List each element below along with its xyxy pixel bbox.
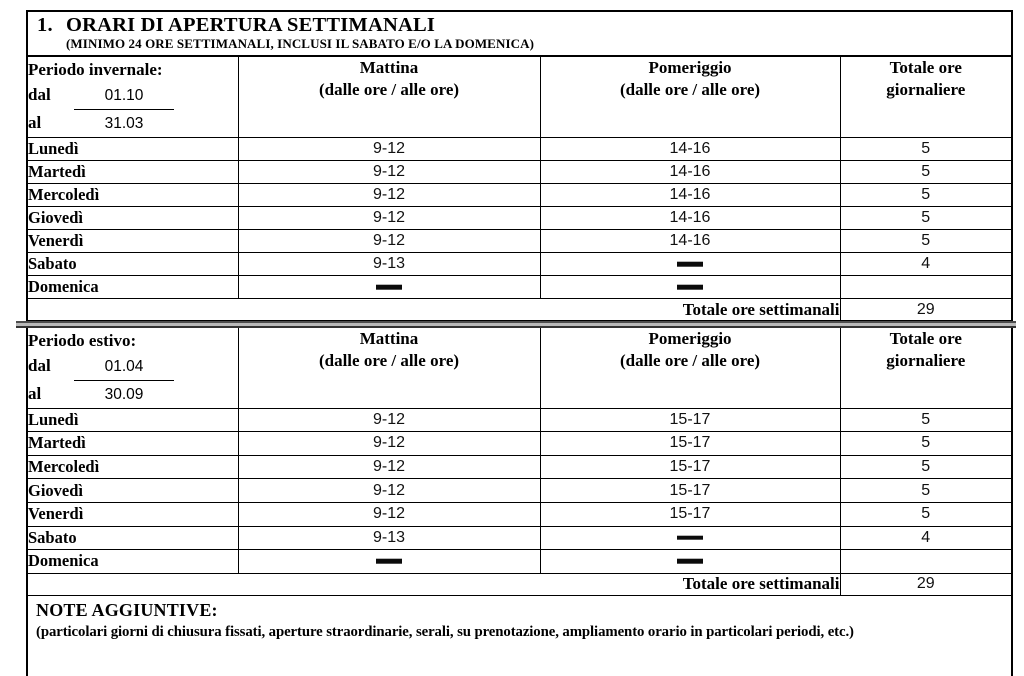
opening-hours-form — [26, 10, 1013, 676]
afternoon-header-label: Pomeriggio — [648, 58, 732, 77]
summer-from-line — [28, 353, 238, 381]
morning-value: 9-12 — [238, 161, 540, 184]
winter-period-cell — [28, 57, 238, 138]
schedule-row — [28, 432, 1011, 456]
notes-description: (particolari giorni di chiusura fissati, aperture straordinarie, serali, su prenotazione, ampliamento orario in particolari periodi, etc.) — [36, 623, 854, 640]
daily-total-value: 5 — [840, 138, 1011, 161]
day-label: Sabato — [28, 526, 238, 550]
morning-header-label: Mattina — [359, 58, 419, 77]
morning-value: 9-12 — [238, 408, 540, 432]
schedule-row — [28, 207, 1011, 230]
afternoon-value: 15-17 — [540, 408, 840, 432]
morning-value: 9-12 — [238, 502, 540, 526]
afternoon-value — [540, 276, 840, 299]
summer-period-cell — [28, 328, 238, 409]
winter-weekly-total-row — [28, 299, 1011, 321]
day-label: Giovedì — [28, 479, 238, 503]
afternoon-value: 15-17 — [540, 432, 840, 456]
daily-total-value: 5 — [840, 502, 1011, 526]
morning-value: 9-12 — [238, 207, 540, 230]
summer-from-value: 01.04 — [74, 356, 174, 381]
schedule-row — [28, 161, 1011, 184]
day-label: Lunedì — [28, 138, 238, 161]
day-label: Venerdì — [28, 502, 238, 526]
summer-period-label: Periodo estivo: — [28, 330, 137, 350]
afternoon-value: 14-16 — [540, 230, 840, 253]
morning-value: 9-12 — [238, 184, 540, 207]
afternoon-value: 15-17 — [540, 479, 840, 503]
daily-total-header-line2: giornaliere — [886, 350, 966, 370]
day-label: Domenica — [28, 550, 238, 574]
afternoon-value: 14-16 — [540, 161, 840, 184]
morning-header-sub: (dalle ore / alle ore) — [318, 350, 460, 370]
from-label: dal — [28, 85, 51, 105]
schedule-row — [28, 408, 1011, 432]
schedule-row — [28, 276, 1011, 299]
daily-total-value: 5 — [840, 479, 1011, 503]
morning-header-sub: (dalle ore / alle ore) — [318, 80, 460, 100]
winter-header-row — [28, 57, 1011, 138]
schedule-row — [28, 230, 1011, 253]
afternoon-value: 15-17 — [540, 455, 840, 479]
to-label: al — [28, 113, 42, 133]
schedule-row — [28, 138, 1011, 161]
daily-total-value: 5 — [840, 161, 1011, 184]
summer-to-line — [28, 381, 238, 408]
daily-total-value: 5 — [840, 432, 1011, 456]
morning-value — [238, 276, 540, 299]
page-title: ORARI DI APERTURA SETTIMANALI — [66, 14, 436, 36]
winter-period-label: Periodo invernale: — [28, 60, 163, 79]
winter-to-line — [28, 110, 238, 137]
schedule-row — [28, 455, 1011, 479]
winter-schedule-table — [28, 57, 1011, 321]
afternoon-column-header — [540, 328, 840, 409]
morning-column-header — [238, 328, 540, 409]
notes-heading: NOTE AGGIUNTIVE: — [36, 599, 218, 620]
morning-value: 9-12 — [238, 138, 540, 161]
schedule-row — [28, 526, 1011, 550]
daily-total-value: 4 — [840, 253, 1011, 276]
weekly-total-value: 29 — [840, 299, 1011, 321]
day-label: Lunedì — [28, 408, 238, 432]
to-label: al — [28, 383, 42, 403]
morning-value: 9-12 — [238, 432, 540, 456]
section-number: 1. — [37, 14, 53, 36]
morning-value: 9-13 — [238, 253, 540, 276]
afternoon-column-header — [540, 57, 840, 138]
daily-total-value — [840, 276, 1011, 299]
morning-value — [238, 550, 540, 574]
day-label: Mercoledì — [28, 184, 238, 207]
daily-total-value — [840, 550, 1011, 574]
afternoon-value: 14-16 — [540, 138, 840, 161]
morning-value: 9-12 — [238, 455, 540, 479]
schedule-row — [28, 479, 1011, 503]
from-label: dal — [28, 355, 51, 375]
weekly-total-value: 29 — [840, 573, 1011, 595]
schedule-row — [28, 550, 1011, 574]
day-label: Domenica — [28, 276, 238, 299]
summer-schedule-table — [28, 328, 1011, 596]
weekly-total-label: Totale ore settimanali — [28, 299, 840, 321]
afternoon-value — [540, 550, 840, 574]
summer-weekly-total-row — [28, 573, 1011, 595]
afternoon-value — [540, 526, 840, 550]
section-title — [34, 14, 1005, 37]
summer-header-row — [28, 328, 1011, 409]
morning-value: 9-12 — [238, 479, 540, 503]
morning-value: 9-13 — [238, 526, 540, 550]
afternoon-value: 15-17 — [540, 502, 840, 526]
summer-to-value: 30.09 — [104, 385, 144, 403]
daily-total-value: 5 — [840, 230, 1011, 253]
schedule-row — [28, 253, 1011, 276]
day-label: Mercoledì — [28, 455, 238, 479]
day-label: Martedì — [28, 432, 238, 456]
day-label: Sabato — [28, 253, 238, 276]
daily-total-column-header — [840, 328, 1011, 409]
daily-total-value: 5 — [840, 184, 1011, 207]
winter-to-value: 31.03 — [104, 115, 144, 133]
afternoon-value: 14-16 — [540, 184, 840, 207]
day-label: Martedì — [28, 161, 238, 184]
daily-total-header-line1: Totale ore — [889, 328, 962, 348]
afternoon-value: 14-16 — [540, 207, 840, 230]
daily-total-value: 5 — [840, 207, 1011, 230]
schedule-row — [28, 502, 1011, 526]
winter-from-value: 01.10 — [74, 85, 174, 110]
morning-column-header — [238, 57, 540, 138]
title-block — [28, 12, 1011, 57]
daily-total-header-line1: Totale ore — [889, 58, 962, 77]
morning-header-label: Mattina — [359, 328, 419, 348]
weekly-total-label: Totale ore settimanali — [28, 573, 840, 595]
daily-total-column-header — [840, 57, 1011, 138]
afternoon-header-label: Pomeriggio — [648, 328, 732, 348]
day-label: Giovedì — [28, 207, 238, 230]
morning-value: 9-12 — [238, 230, 540, 253]
daily-total-header-line2: giornaliere — [886, 80, 966, 100]
daily-total-value: 5 — [840, 455, 1011, 479]
daily-total-value: 5 — [840, 408, 1011, 432]
afternoon-value — [540, 253, 840, 276]
schedule-row — [28, 184, 1011, 207]
day-label: Venerdì — [28, 230, 238, 253]
additional-notes-section — [28, 596, 1011, 641]
afternoon-header-sub: (dalle ore / alle ore) — [619, 80, 761, 100]
daily-total-value: 4 — [840, 526, 1011, 550]
winter-from-line — [28, 82, 238, 110]
section-subtitle: (MINIMO 24 ORE SETTIMANALI, INCLUSI IL SABATO E/O LA DOMENICA) — [66, 36, 535, 51]
afternoon-header-sub: (dalle ore / alle ore) — [619, 350, 761, 370]
